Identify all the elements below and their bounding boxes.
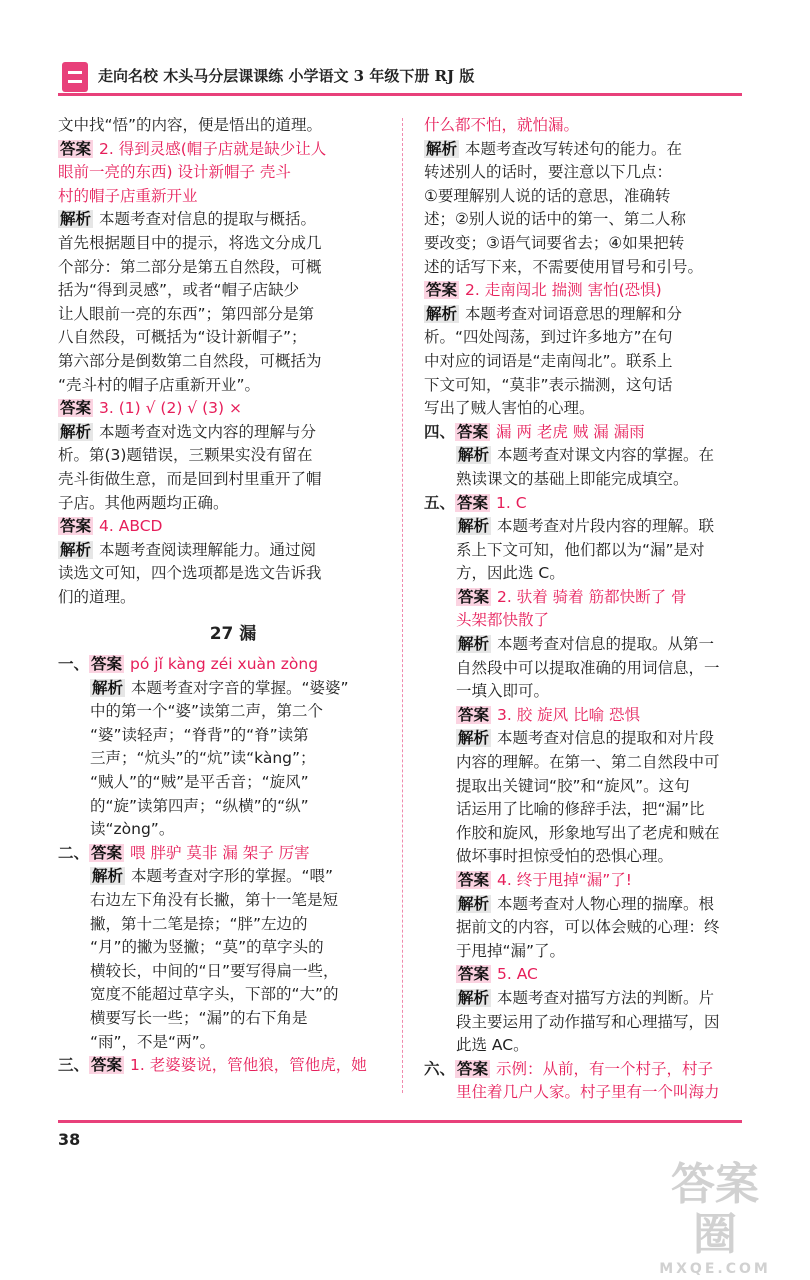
answer-block (58, 653, 408, 677)
analysis-text: 本题考查对信息的提取与概括。 (99, 210, 317, 229)
text-line: 文中找“悟”的内容，便是悟出的道理。 (58, 116, 323, 134)
pinyin-answer: pó jǐ kàng zéi xuàn zòng (130, 655, 319, 674)
answer-block (424, 279, 749, 303)
answer-block (424, 963, 749, 987)
analysis-tag: 解析 (458, 517, 490, 536)
analysis-block (58, 421, 408, 515)
analysis-text: 析。“四处闯荡，到过许多地方”在句 (424, 328, 673, 347)
analysis-text: 本题考查对课文内容的掌握。在 (497, 446, 715, 465)
analysis-text: “雨”，不是“两”。 (90, 1032, 216, 1051)
analysis-text: 本题考查对选文内容的理解与分 (99, 422, 317, 441)
answer-block (424, 492, 749, 516)
answer-tag: 答案 (458, 871, 490, 889)
right-column (424, 114, 749, 1105)
analysis-text: 写出了贼人害怕的心理。 (424, 399, 595, 418)
answer-block (424, 869, 749, 893)
answer-text: 眼前一亮的东西) 设计新帽子 壳斗 (58, 163, 291, 182)
answer-block (58, 1054, 408, 1078)
watermark-url: MXQE.COM (659, 1261, 771, 1277)
analysis-tag: 解析 (458, 635, 490, 654)
analysis-tag: 解析 (458, 894, 490, 913)
answer-text: 2. 走南闯北 揣测 害怕(恐惧) (465, 281, 662, 300)
analysis-tag: 解析 (458, 988, 490, 1007)
analysis-text: 述；②别人说的话中的第一、第二人称 (424, 210, 686, 229)
answer-text: 漏 两 老虎 贼 漏 漏雨 (496, 422, 645, 441)
answer-tag: 答案 (60, 139, 92, 158)
answer-tag: 答案 (91, 655, 123, 674)
analysis-block (58, 865, 408, 1054)
analysis-block (424, 727, 749, 869)
analysis-text: 三声；“炕头”的“炕”读“kàng”； (90, 749, 316, 768)
answer-tag: 答案 (457, 422, 489, 441)
analysis-text: 述的话写下来，不需要使用冒号和引号。 (424, 257, 704, 276)
answer-tag: 答案 (458, 587, 490, 606)
answer-tag: 答案 (457, 493, 489, 512)
analysis-block (424, 138, 749, 280)
analysis-text: 们的道理。 (58, 587, 136, 606)
answer-text: 1. C (496, 493, 527, 512)
analysis-text: 本题考查对字形的掌握。“喂” (131, 867, 334, 886)
watermark-logo (650, 1159, 780, 1277)
analysis-text: 做坏事时担惊受怕的恐惧心理。 (456, 847, 674, 866)
lesson-title: 27 漏 (209, 624, 257, 645)
analysis-text: 于甩掉“漏”了。 (456, 941, 566, 960)
footer-rule (58, 1120, 742, 1123)
page-header (58, 60, 742, 96)
analysis-text: 个部分：第二部分是第五自然段，可概 (58, 257, 322, 276)
analysis-text: 首先根据题目中的提示，将选文分成几 (58, 233, 322, 252)
analysis-block (58, 539, 408, 610)
analysis-text: 自然段中可以提取准确的用词信息，一 (456, 658, 720, 677)
analysis-text: 本题考查对人物心理的揣摩。根 (497, 894, 715, 913)
analysis-text: 段主要运用了动作描写和心理描写，因 (456, 1012, 720, 1031)
answer-text: 3. (1) √ (2) √ (3) × (99, 399, 242, 418)
answer-text: 头架都快散了 (456, 611, 550, 630)
analysis-block (58, 677, 408, 842)
analysis-block (424, 633, 749, 704)
question-number: 四、 (424, 422, 456, 441)
page-number: 38 (58, 1130, 81, 1149)
left-column (58, 114, 408, 1078)
analysis-block (424, 444, 749, 491)
analysis-text: “月”的撇为竖撇；“莫”的草字头的 (90, 938, 324, 957)
analysis-text: 的“旋”读第四声；“纵横”的“纵” (90, 796, 309, 815)
analysis-text: ①要理解别人说的话的意思，准确转 (424, 186, 671, 205)
answer-tag: 答案 (60, 399, 92, 418)
answer-text: 5. AC (497, 965, 538, 984)
analysis-text: 此选 AC。 (456, 1036, 529, 1055)
analysis-text: “贼人”的“贼”是平舌音；“旋风” (90, 773, 309, 792)
question-number: 二、 (58, 843, 90, 862)
header-title: 走向名校 木头马分层课课练 小学语文 3 年级下册 RJ 版 (98, 67, 475, 85)
analysis-tag: 解析 (458, 446, 490, 465)
answer-block (424, 1058, 749, 1105)
analysis-text: 中的第一个“婆”读第二声，第二个 (90, 702, 324, 721)
analysis-text: 本题考查对描写方法的判断。片 (497, 988, 715, 1007)
question-number: 三、 (58, 1056, 90, 1075)
analysis-text: 提取出关键词“胶”和“旋风”。这句 (456, 776, 690, 795)
answer-tag: 答案 (457, 1059, 489, 1078)
answer-text: 2. 得到灵感(帽子店就是缺少让人 (99, 139, 327, 158)
analysis-text: 本题考查改写转述句的能力。在 (465, 139, 683, 158)
analysis-tag: 解析 (60, 540, 92, 559)
analysis-text: 撇，第十二笔是捺；“胖”左边的 (90, 914, 308, 933)
answer-tag: 答案 (458, 965, 490, 984)
analysis-text: 下文可知，“莫非”表示揣测，这句话 (424, 375, 673, 394)
answer-block (424, 704, 749, 728)
analysis-tag: 解析 (426, 139, 458, 158)
analysis-text: 中对应的词语是“走南闯北”。联系上 (424, 351, 673, 370)
question-number: 六、 (424, 1059, 456, 1078)
analysis-text: 一填入即可。 (456, 682, 550, 701)
analysis-text: “婆”读轻声；“脊背”的“脊”读第 (90, 725, 309, 744)
analysis-text: 熟读课文的基础上即能完成填空。 (456, 469, 689, 488)
answer-block (424, 586, 749, 633)
analysis-text: 让人眼前一亮的东西”；第四部分是第 (58, 304, 315, 323)
analysis-text: 壳斗街做生意，而是回到村里重开了帽 (58, 469, 322, 488)
answer-text: 2. 驮着 骑着 筋都快断了 骨 (497, 587, 687, 606)
analysis-text: 系上下文可知，他们都以为“漏”是对 (456, 540, 705, 559)
analysis-tag: 解析 (60, 422, 92, 441)
analysis-text: 要改变；③语气词要省去；④如果把转 (424, 233, 685, 252)
answer-tag: 答案 (426, 281, 458, 300)
answer-text: 示例：从前，有一个村子，村子 (496, 1059, 714, 1078)
analysis-text: 宽度不能超过草字头，下部的“大”的 (90, 985, 339, 1004)
answer-text: 村的帽子店重新开业 (58, 186, 198, 205)
analysis-text: 读选文可知，四个选项都是选文告诉我 (58, 564, 322, 583)
analysis-text: 横较长，中间的“日”要写得扁一些， (90, 961, 339, 980)
analysis-text: 右边左下角没有长撇，第十一笔是短 (90, 891, 339, 909)
analysis-text: 内容的理解。在第一、第二自然段中可 (456, 753, 720, 772)
book-logo-icon (62, 62, 88, 92)
analysis-text: 横要写长一些；“漏”的右下角是 (90, 1008, 308, 1027)
analysis-block (424, 987, 749, 1058)
watermark-text: 答案圈 (671, 1159, 759, 1260)
answer-block (58, 397, 408, 421)
header-rule (58, 93, 742, 96)
answer-text: 1. 老婆婆说，管他狼，管他虎，她 (130, 1056, 367, 1075)
answer-block (58, 515, 408, 539)
analysis-text: 八自然段，可概括为“设计新帽子”； (58, 328, 307, 347)
analysis-text: 析。第(3)题错误，三颗果实没有留在 (58, 446, 313, 465)
answer-text: 4. 终于甩掉“漏”了! (497, 871, 633, 889)
answer-text: 什么都不怕，就怕漏。 (424, 116, 580, 134)
analysis-tag: 解析 (92, 867, 124, 886)
analysis-text: 话运用了比喻的修辞手法，把“漏”比 (456, 800, 705, 819)
question-number: 五、 (424, 493, 456, 512)
analysis-tag: 解析 (60, 210, 92, 229)
answer-continuation (424, 114, 749, 138)
answer-text: 3. 胶 旋风 比喻 恐惧 (497, 705, 641, 724)
analysis-text: 本题考查对信息的提取。从第一 (497, 635, 715, 654)
answer-tag: 答案 (91, 843, 123, 862)
analysis-text: 作胶和旋风，形象地写出了老虎和贼在 (456, 823, 720, 842)
analysis-block (424, 515, 749, 586)
analysis-text: 第六部分是倒数第二自然段，可概括为 (58, 351, 322, 370)
analysis-text: 本题考查对词语意思的理解和分 (465, 304, 683, 323)
answer-text: 里住着几户人家。村子里有一个叫海力 (456, 1083, 720, 1102)
answer-block (424, 421, 749, 445)
analysis-text: 方，因此选 C。 (456, 564, 565, 583)
analysis-tag: 解析 (458, 729, 490, 748)
paragraph (58, 114, 408, 138)
analysis-text: 本题考查阅读理解能力。通过阅 (99, 540, 317, 559)
analysis-text: 本题考查对片段内容的理解。联 (497, 517, 715, 536)
analysis-text: 子店。其他两题均正确。 (58, 493, 229, 512)
analysis-text: 本题考查对信息的提取和对片段 (497, 729, 715, 748)
analysis-text: 括为“得到灵感”，或者“帽子店缺少 (58, 281, 300, 300)
analysis-text: 读“zòng”。 (90, 820, 175, 839)
answer-block (58, 138, 408, 209)
analysis-block (58, 208, 408, 397)
analysis-text: “壳斗村的帽子店重新开业”。 (58, 375, 261, 394)
answer-block (58, 842, 408, 866)
answer-text: 喂 胖驴 莫非 漏 架子 厉害 (130, 843, 310, 862)
answer-text: 4. ABCD (99, 517, 163, 536)
analysis-text: 据前文的内容，可以体会贼的心理：终 (456, 918, 720, 937)
analysis-text: 转述别人的话时，要注意以下几点： (424, 163, 673, 182)
analysis-block (424, 893, 749, 964)
answer-tag: 答案 (60, 517, 92, 536)
answer-tag: 答案 (458, 705, 490, 724)
question-number: 一、 (58, 655, 90, 674)
analysis-tag: 解析 (426, 304, 458, 323)
analysis-tag: 解析 (92, 678, 124, 697)
analysis-text: 本题考查对字音的掌握。“婆婆” (131, 678, 349, 697)
analysis-block (424, 303, 749, 421)
answer-tag: 答案 (91, 1056, 123, 1075)
